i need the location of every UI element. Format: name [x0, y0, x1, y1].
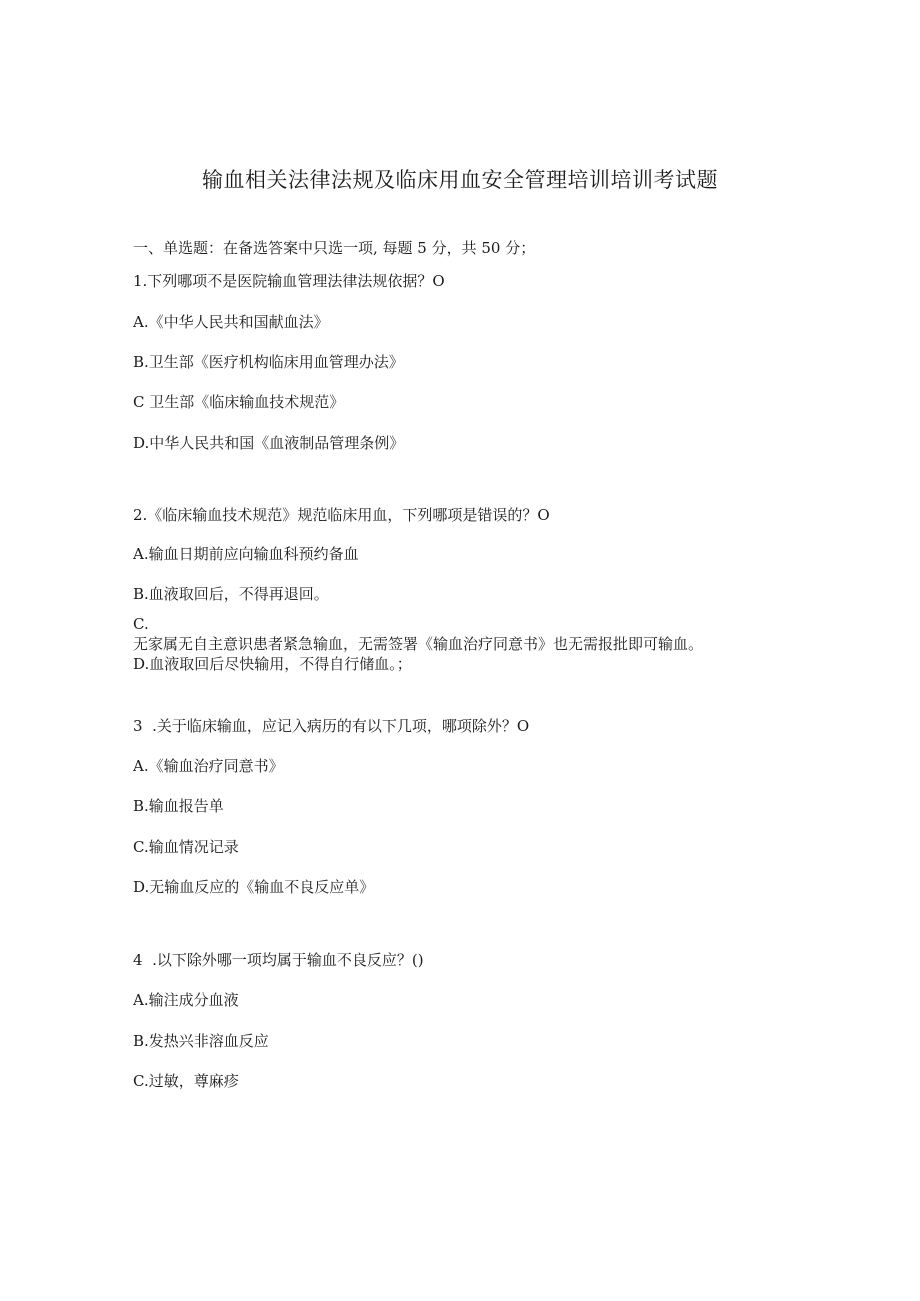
question-3-stem: 3 .关于临床输血，应记入病历的有以下几项，哪项除外？O — [133, 717, 530, 735]
question-3-option-c: C.输血情况记录 — [133, 838, 239, 856]
question-1-option-c: C 卫生部《临床输血技术规范》 — [133, 393, 345, 411]
section-header: 一、单选题：在备选答案中只选一项, 每题 5 分，共 50 分； — [133, 239, 536, 257]
question-2-option-d: D.血液取回后尽快输用，不得自行储血。； — [133, 655, 412, 673]
question-4-option-a: A.输注成分血液 — [133, 991, 239, 1009]
question-4-stem: 4 .以下除外哪一项均属于输血不良反应？() — [133, 951, 424, 969]
question-3-option-b: B.输血报告单 — [133, 797, 224, 815]
question-3-option-d: D.无输血反应的《输血不良反应单》 — [133, 878, 375, 896]
document-title: 输血相关法律法规及临床用血安全管理培训培训考试题 — [202, 168, 718, 192]
question-1-option-d: D.中华人民共和国《血液制品管理条例》 — [133, 434, 405, 452]
question-2-option-b: B.血液取回后，不得再退回。 — [133, 585, 329, 603]
question-4-option-b: B.发热兴非溶血反应 — [133, 1032, 269, 1050]
question-2-option-c-label: C. — [133, 615, 149, 633]
question-1-option-b: B.卫生部《医疗机构临床用血管理办法》 — [133, 353, 404, 371]
question-2-option-a: A.输血日期前应向输血科预约备血 — [133, 545, 359, 563]
question-1-stem: 1.下列哪项不是医院输血管理法律法规依据？O — [133, 272, 445, 290]
question-2-stem: 2.《临床输血技术规范》规范临床用血，下列哪项是错误的？O — [133, 506, 550, 524]
question-2-option-c-text: 无家属无自主意识患者紧急输血，无需签署《输血治疗同意书》也无需报批即可输血。 — [133, 635, 704, 653]
question-1-option-a: A.《中华人民共和国献血法》 — [133, 313, 329, 331]
question-4-option-c: C.过敏，尊麻疹 — [133, 1072, 239, 1090]
question-3-option-a: A.《输血治疗同意书》 — [133, 757, 284, 775]
